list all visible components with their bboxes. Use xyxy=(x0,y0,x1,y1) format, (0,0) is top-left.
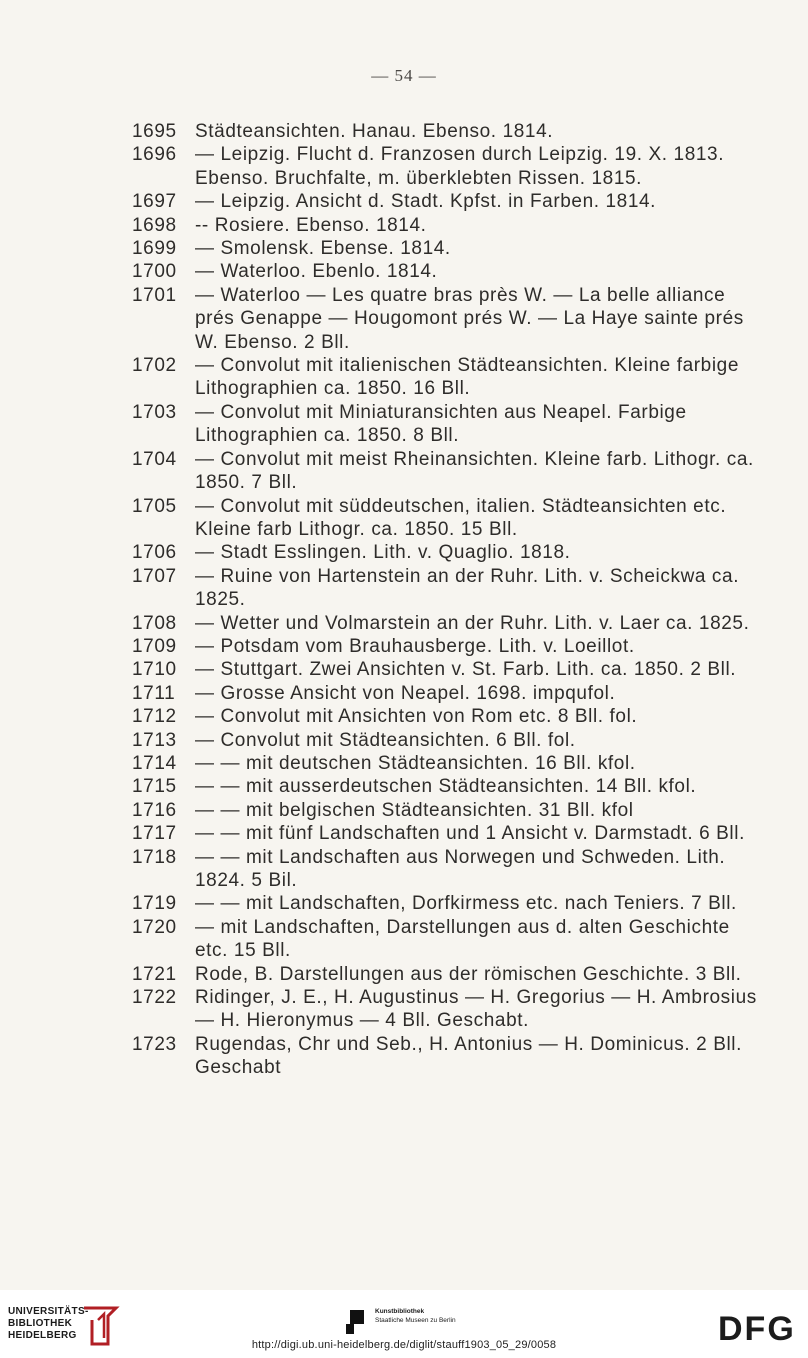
catalog-entry xyxy=(132,846,762,893)
entry-text: — — mit belgischen Städteansichten. 31 Bll. kfol xyxy=(195,799,634,821)
entry-number: 1706 xyxy=(132,542,177,564)
catalog-entry xyxy=(132,565,762,612)
entry-text: — Smolensk. Ebense. 1814. xyxy=(195,238,451,260)
catalog-entry xyxy=(132,682,762,705)
permalink-url[interactable]: http://digi.ub.uni-heidelberg.de/diglit/stauff1903_05_29/0058 xyxy=(251,1339,557,1351)
entry-number: 1698 xyxy=(132,214,177,236)
catalog-entry xyxy=(132,986,762,1033)
entry-text: — Convolut mit Miniaturansichten aus Neapel. Farbige Lithographien ca. 1850. 8 Bll. xyxy=(195,401,687,447)
dfg-logo[interactable]: DFG xyxy=(718,1310,796,1348)
kunstbibliothek-logo-icon xyxy=(346,1310,368,1334)
entry-number: 1697 xyxy=(132,191,177,213)
catalog-entry xyxy=(132,916,762,963)
entry-text: — Stuttgart. Zwei Ansichten v. St. Farb. Lith. ca. 1850. 2 Bll. xyxy=(195,659,737,681)
catalog-entry xyxy=(132,120,762,143)
entry-number: 1715 xyxy=(132,776,177,798)
entry-text: — Convolut mit italienischen Städteansichten. Kleine farbige Lithographien ca. 1850. 16 Bll. xyxy=(195,355,740,400)
entry-number: 1712 xyxy=(132,706,177,728)
catalog-entry xyxy=(132,495,762,542)
entry-number: 1719 xyxy=(132,893,177,915)
entry-number: 1705 xyxy=(132,495,177,517)
entry-text: — Convolut mit süddeutschen, italien. Städteansichten etc. Kleine farb Lithogr. ca. 1850. 15 Bll. xyxy=(195,495,727,540)
entry-number: 1702 xyxy=(132,355,177,377)
entry-text: — — mit Landschaften, Dorfkirmess etc. nach Teniers. 7 Bll. xyxy=(195,893,737,915)
entry-text: — Stadt Esslingen. Lith. v. Quaglio. 1818. xyxy=(195,542,571,564)
entry-number: 1699 xyxy=(132,238,177,260)
catalog-entry xyxy=(132,448,762,495)
catalog-entry xyxy=(132,658,762,681)
catalog-entry xyxy=(132,401,762,448)
catalog-entry xyxy=(132,705,762,728)
catalog-entry xyxy=(132,354,762,401)
kunstbibliothek-subtitle: Staatliche Museen zu Berlin xyxy=(375,1317,456,1324)
entry-number: 1701 xyxy=(132,284,177,306)
catalog-entry xyxy=(132,541,762,564)
catalog-entry xyxy=(132,143,762,190)
entry-text: — Wetter und Volmarstein an der Ruhr. Lith. v. Laer ca. 1825. xyxy=(195,612,750,634)
entry-text: — mit Landschaften, Darstellungen aus d. alten Geschichte etc. 15 Bll. xyxy=(195,916,730,962)
page-number: — 54 — xyxy=(371,66,437,85)
entry-number: 1707 xyxy=(132,565,177,587)
entry-number: 1717 xyxy=(132,823,177,845)
entry-text: Städteansichten. Hanau. Ebenso. 1814. xyxy=(195,121,554,142)
kunstbibliothek-name: Kunstbibliothek xyxy=(375,1308,425,1315)
entry-number: 1716 xyxy=(132,799,177,821)
entry-text: -- Rosiere. Ebenso. 1814. xyxy=(195,214,427,236)
catalog-entry xyxy=(132,775,762,798)
catalog-entry xyxy=(132,237,762,260)
entry-number: 1700 xyxy=(132,261,177,283)
catalog-entry xyxy=(132,892,762,915)
catalog-entry xyxy=(132,729,762,752)
entry-number: 1709 xyxy=(132,635,177,657)
entry-text: — — mit Landschaften aus Norwegen und Schweden. Lith. 1824. 5 Bil. xyxy=(195,846,726,891)
entry-number: 1695 xyxy=(132,121,177,142)
entry-text: — Waterloo — Les quatre bras près W. — La belle alliance prés Genappe — Hougomont prés W. — La Haye sainte prés W. Ebenso. 2 Bll. xyxy=(195,284,744,353)
catalog-entry xyxy=(132,963,762,986)
catalog-entry xyxy=(132,752,762,775)
catalog-entry xyxy=(132,635,762,658)
entry-number: 1713 xyxy=(132,729,177,751)
catalog-entry xyxy=(132,822,762,845)
entry-text: — Convolut mit Ansichten von Rom etc. 8 Bll. fol. xyxy=(195,706,638,728)
entry-text: Rode, B. Darstellungen aus der römischen Geschichte. 3 Bll. xyxy=(195,963,742,985)
entry-number: 1708 xyxy=(132,612,177,634)
catalog-list xyxy=(132,120,762,1080)
entry-text: Rugendas, Chr und Seb., H. Antonius — H. Dominicus. 2 Bll. Geschabt xyxy=(195,1033,742,1079)
entry-number: 1703 xyxy=(132,401,177,423)
entry-text: — Potsdam vom Brauhausberge. Lith. v. Loeillot. xyxy=(195,635,635,657)
entry-text: — Convolut mit meist Rheinansichten. Kleine farb. Lithogr. ca. 1850. 7 Bll. xyxy=(195,448,754,494)
entry-number: 1718 xyxy=(132,846,177,868)
catalog-entry xyxy=(132,1033,762,1080)
entry-number: 1722 xyxy=(132,987,177,1009)
entry-text: — Leipzig. Ansicht d. Stadt. Kpfst. in Farben. 1814. xyxy=(195,191,657,213)
catalog-entry xyxy=(132,260,762,283)
entry-number: 1704 xyxy=(132,448,177,470)
entry-number: 1714 xyxy=(132,752,177,774)
entry-text: — Ruine von Hartenstein an der Ruhr. Lith. v. Scheickwa ca. 1825. xyxy=(195,565,740,611)
catalog-entry xyxy=(132,284,762,354)
catalog-entry xyxy=(132,799,762,822)
entry-number: 1723 xyxy=(132,1033,177,1055)
entry-text: — Convolut mit Städteansichten. 6 Bll. fol. xyxy=(195,729,576,751)
entry-text: — — mit deutschen Städteansichten. 16 Bll. kfol. xyxy=(195,752,636,774)
entry-text: — — mit ausserdeutschen Städteansichten. 14 Bll. kfol. xyxy=(195,776,697,798)
entry-number: 1696 xyxy=(132,144,177,166)
entry-text: — Grosse Ansicht von Neapel. 1698. impqufol. xyxy=(195,682,616,704)
catalog-entry xyxy=(132,190,762,213)
entry-text: — Leipzig. Flucht d. Franzosen durch Leipzig. 19. X. 1813. Ebenso. Bruchfalte, m. überklebten Rissen. 1815. xyxy=(195,144,725,189)
entry-number: 1711 xyxy=(132,682,176,704)
entry-text: — — mit fünf Landschaften und 1 Ansicht v. Darmstadt. 6 Bll. xyxy=(195,823,745,845)
catalog-entry xyxy=(132,214,762,237)
entry-number: 1710 xyxy=(132,659,177,681)
catalog-entry xyxy=(132,612,762,635)
ub-heidelberg-logo[interactable]: UNIVERSITÄTS- BIBLIOTHEK HEIDELBERG xyxy=(8,1306,89,1341)
entry-text: — Waterloo. Ebenlo. 1814. xyxy=(195,261,438,283)
kunstbibliothek-logo[interactable] xyxy=(375,1307,456,1325)
entry-number: 1720 xyxy=(132,916,177,938)
entry-number: 1721 xyxy=(132,963,177,985)
entry-text: Ridinger, J. E., H. Augustinus — H. Gregorius — H. Ambrosius — H. Hieronymus — 4 Bll. Geschabt. xyxy=(195,987,757,1032)
